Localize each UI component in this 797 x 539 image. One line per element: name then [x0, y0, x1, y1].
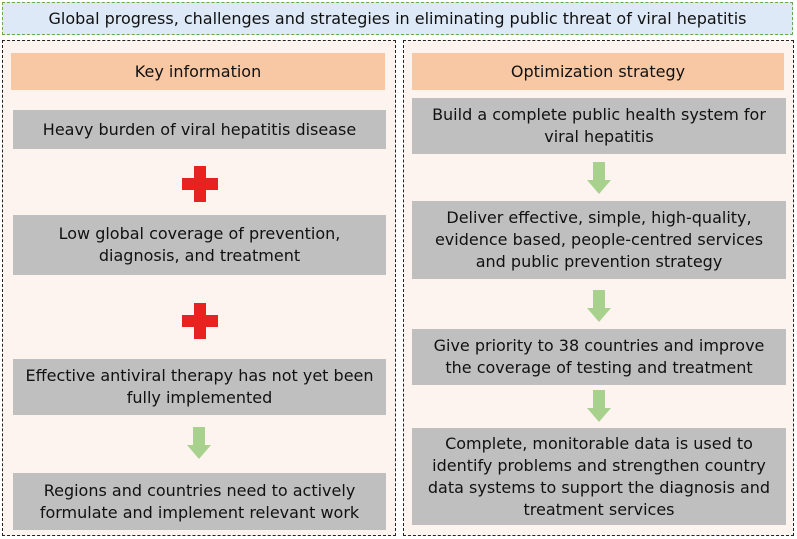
strategy-box-4: Complete, monitorable data is used to identify problems and strengthen country data systems to support the diagnosis and treatment services: [412, 428, 786, 525]
arrow-down-icon: [187, 427, 211, 459]
key-information-panel: [2, 40, 396, 536]
key-info-box-1: Heavy burden of viral hepatitis disease: [13, 110, 386, 149]
diagram-title: Global progress, challenges and strategies in eliminating public threat of viral hepatitis: [2, 2, 793, 35]
plus-icon: [182, 303, 218, 339]
strategy-box-3: Give priority to 38 countries and improve the coverage of testing and treatment: [412, 329, 786, 385]
arrow-down-icon: [587, 162, 611, 194]
strategy-box-2: Deliver effective, simple, high-quality, evidence based, people-centred services and public prevention strategy: [412, 201, 786, 279]
optimization-strategy-header: Optimization strategy: [412, 53, 784, 90]
key-info-box-4: Regions and countries need to actively formulate and implement relevant work: [13, 473, 386, 530]
strategy-box-1: Build a complete public health system for viral hepatitis: [412, 98, 786, 154]
key-information-header: Key information: [11, 53, 385, 90]
arrow-down-icon: [587, 290, 611, 322]
plus-icon: [182, 166, 218, 202]
key-info-box-2: Low global coverage of prevention, diagnosis, and treatment: [13, 215, 386, 275]
arrow-down-icon: [587, 390, 611, 422]
optimization-strategy-panel: [403, 40, 794, 536]
key-info-box-3: Effective antiviral therapy has not yet been fully implemented: [13, 359, 386, 415]
